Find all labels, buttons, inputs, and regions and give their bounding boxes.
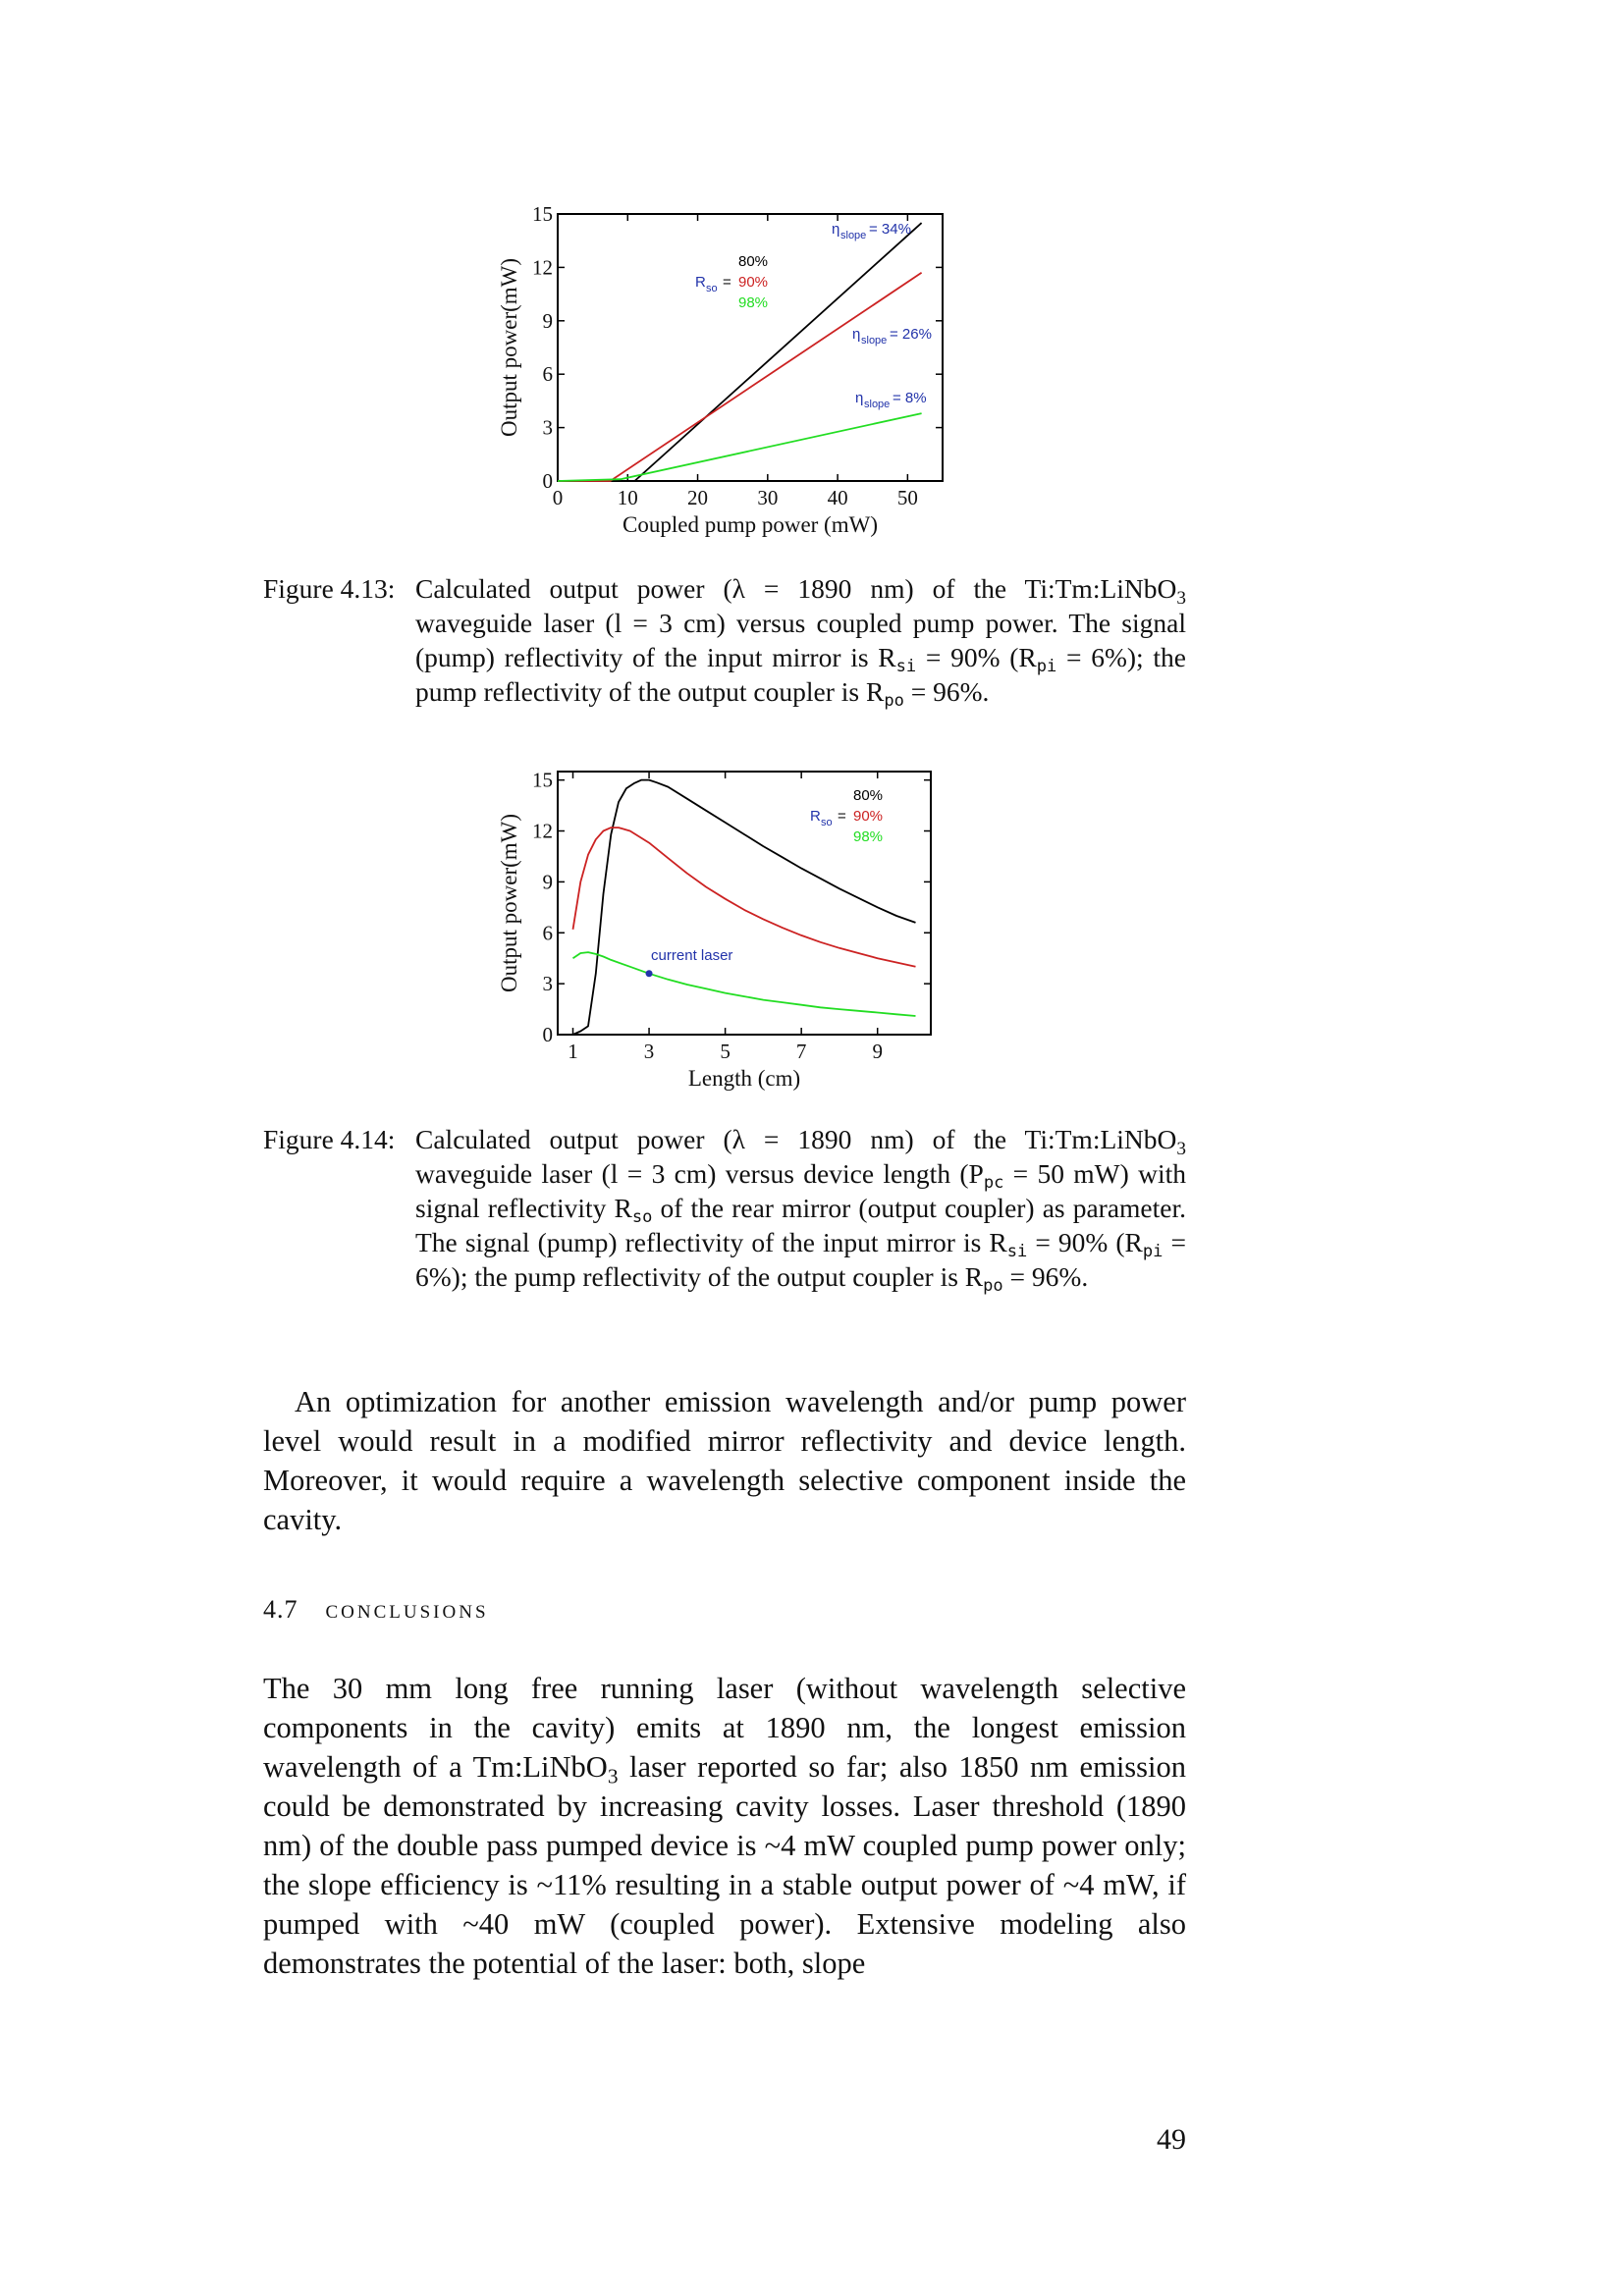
- x-axis-label: Coupled pump power (mW): [623, 512, 878, 537]
- x-tick-label: 20: [687, 486, 709, 509]
- y-tick-label: 3: [542, 415, 553, 440]
- legend-entry: 80%: [853, 787, 884, 804]
- body-paragraph-conclusions: The 30 mm long free running laser (without wavelength selective components in the cavity) emits at 1890 nm, the longest emission wavelength of a Tm:LiNbO$_3$ laser reported so far; also 1850 nm emission could be demonstrated by increasing cavity losses. Laser threshold (1890 nm) of the double pass pumped device is ~4 mW coupled pump power only; the slope efficiency is ~11% resulting in a stable output power of ~4 mW, if pumped with ~40 mW (coupled power). Extensive modeling also demonstrates the potential of the laser: both, slope: [263, 1672, 1187, 1980]
- x-tick-label: 30: [757, 486, 779, 509]
- y-tick-label: 0: [542, 1023, 553, 1046]
- chart-svg-coupled-pump: [481, 196, 992, 550]
- slope-subscript: slope: [840, 230, 867, 241]
- current-laser-label: current laser: [651, 946, 733, 964]
- caption-text: Calculated output power (λ = 1890 nm) of the Ti:Tm:LiNbO$_3$ waveguide laser (l = 3 cm) versus device length (Ppc = 50 mW) with signal reflectivity Rso of the rear mirror (output coupler) as parameter. The signal (pump) reflectivity of the input mirror is Rsi = 90% (Rpi = 6%); the pump reflectivity of the output coupler is Rpo = 96%.: [415, 1124, 1186, 1297]
- figure-4-14-chart: [481, 754, 992, 1107]
- series-line-98pct: [558, 413, 922, 481]
- slope-value: = 34%: [869, 221, 911, 238]
- chart-svg-length: [481, 754, 992, 1107]
- legend-entry: 98%: [853, 828, 884, 845]
- page-number: 49: [1157, 2123, 1186, 2156]
- y-tick-label: 12: [532, 819, 553, 843]
- caption-label: Figure 4.14:: [263, 1124, 396, 1154]
- slope-value: = 8%: [893, 390, 927, 406]
- y-tick-label: 0: [542, 469, 553, 493]
- x-tick-label: 5: [720, 1040, 731, 1063]
- figure-4-13-caption: [263, 571, 1186, 712]
- legend-prefix: R: [695, 274, 706, 291]
- section-heading: [263, 1594, 489, 1625]
- legend-equals: =: [838, 808, 846, 825]
- x-tick-label: 10: [617, 486, 638, 509]
- figure-4-14-caption: [263, 1122, 1186, 1297]
- y-tick-label: 9: [542, 308, 553, 333]
- legend-entry: 98%: [738, 294, 769, 311]
- slope-symbol: η: [852, 326, 861, 343]
- section-number: 4.7: [263, 1595, 298, 1624]
- y-tick-label: 6: [542, 921, 553, 945]
- x-tick-label: 7: [795, 1040, 807, 1063]
- y-tick-label: 9: [542, 870, 553, 894]
- slope-value: = 26%: [890, 326, 932, 343]
- series-line-90pct: [573, 828, 916, 967]
- y-tick-label: 12: [532, 255, 553, 280]
- legend-entry: 90%: [853, 808, 884, 825]
- x-tick-label: 1: [568, 1040, 578, 1063]
- caption-label: Figure 4.13:: [263, 573, 396, 604]
- slope-subscript: slope: [864, 399, 891, 410]
- x-tick-label: 3: [643, 1040, 655, 1063]
- series-line-98pct: [573, 952, 916, 1016]
- x-tick-label: 9: [872, 1040, 883, 1063]
- legend-prefix-sub: so: [706, 283, 718, 294]
- caption-text: Calculated output power (λ = 1890 nm) of the Ti:Tm:LiNbO$_3$ waveguide laser (l = 3 cm) versus coupled pump power. The signal (pump) reflectivity of the input mirror is Rsi = 90% (Rpi = 6%); the pump reflectivity of the output coupler is Rpo = 96%.: [415, 573, 1186, 712]
- y-tick-label: 15: [532, 768, 553, 792]
- figure-4-13-chart: [481, 196, 992, 550]
- y-axis-label: Output power(mW): [497, 813, 521, 993]
- y-axis-label: Output power(mW): [497, 257, 521, 438]
- slope-symbol: η: [832, 221, 840, 238]
- slope-subscript: slope: [861, 335, 888, 347]
- legend-entry: 80%: [738, 253, 769, 270]
- body-paragraph-optimization: An optimization for another emission wavelength and/or pump power level would result in a modified mirror reflectivity and device length. Moreover, it would require a wavelength selective component inside the cavity.: [263, 1385, 1186, 1536]
- y-tick-label: 3: [542, 972, 553, 996]
- y-tick-label: 6: [542, 362, 553, 387]
- x-tick-label: 40: [827, 486, 848, 509]
- x-tick-label: 50: [896, 486, 918, 509]
- y-tick-label: 15: [532, 202, 553, 226]
- current-laser-marker: [646, 970, 653, 977]
- legend-prefix: R: [810, 808, 821, 825]
- legend-prefix-sub: so: [821, 817, 833, 828]
- x-axis-label: Length (cm): [687, 1066, 801, 1091]
- legend-entry: 90%: [738, 274, 769, 291]
- section-title: conclusions: [325, 1594, 489, 1624]
- x-tick-label: 0: [552, 486, 564, 509]
- legend-equals: =: [723, 274, 731, 291]
- slope-symbol: η: [855, 390, 864, 406]
